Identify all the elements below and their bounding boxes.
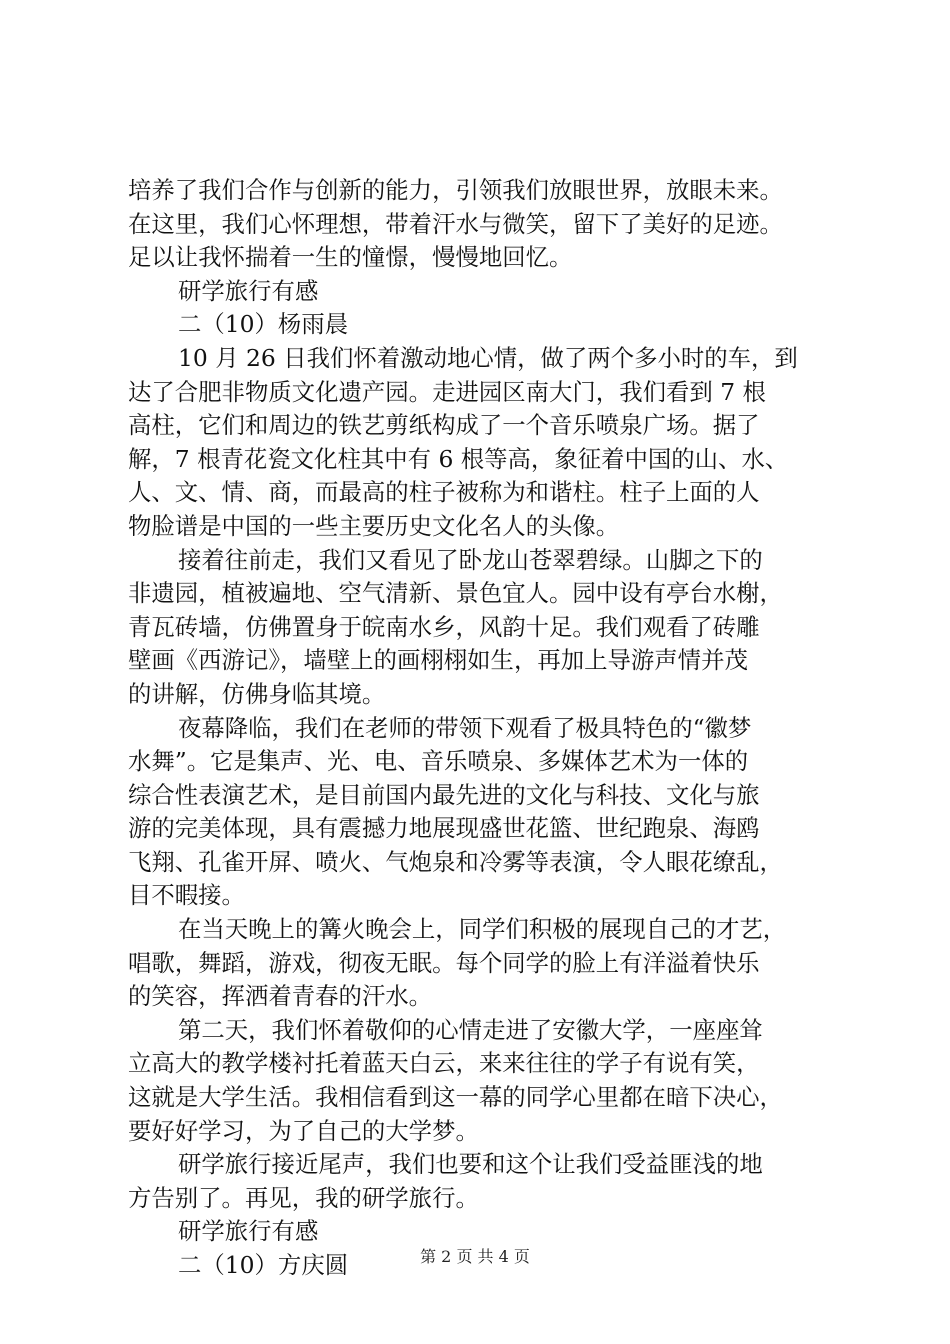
text-line: 在这里，我们心怀理想，带着汗水与微笑，留下了美好的足迹。 <box>128 209 783 238</box>
page-footer: 第 2 页 共 4 页 <box>420 1247 530 1266</box>
text-line: 夜幕降临，我们在老师的带领下观看了极具特色的“徽梦 <box>178 713 752 742</box>
text-line: 二（10）方庆圆 <box>178 1251 349 1279</box>
text-line: 唱歌，舞蹈，游戏，彻夜无眠。每个同学的脸上有洋溢着快乐 <box>128 948 760 977</box>
text-line: 方告别了。再见，我的研学旅行。 <box>128 1183 479 1212</box>
text-line: 飞翔、孔雀开屏、喷火、气炮泉和冷雾等表演，令人眼花缭乱， <box>128 847 783 876</box>
text-line: 人、文、情、商，而最高的柱子被称为和谐柱。柱子上面的人 <box>128 478 760 507</box>
text-line: 目不暇接。 <box>128 881 245 910</box>
text-line: 10 月 26 日我们怀着激动地心情，做了两个多小时的车，到 <box>178 343 798 372</box>
text-line: 非遗园，植被遍地、空气清新、景色宜人。园中设有亭台水榭， <box>128 579 783 608</box>
text-line: 壁画《西游记》，墙壁上的画栩栩如生，再加上导游声情并茂 <box>128 646 748 675</box>
text-line: 研学旅行有感 <box>178 1217 319 1246</box>
text-line: 接着往前走，我们又看见了卧龙山苍翠碧绿。山脚之下的 <box>178 545 763 574</box>
text-line: 解，7 根青花瓷文化柱其中有 6 根等高，象征着中国的山、水、 <box>128 444 789 473</box>
text-line: 物脸谱是中国的一些主要历史文化名人的头像。 <box>128 511 620 540</box>
text-line: 的笑容，挥洒着青春的汗水。 <box>128 982 433 1011</box>
text-line: 达了合肥非物质文化遗产园。走进园区南大门，我们看到 7 根 <box>128 377 766 406</box>
text-line: 青瓦砖墙，仿佛置身于皖南水乡，风韵十足。我们观看了砖雕 <box>128 612 760 641</box>
text-line: 高柱，它们和周边的铁艺剪纸构成了一个音乐喷泉广场。据了 <box>128 411 760 440</box>
text-line: 第二天，我们怀着敬仰的心情走进了安徽大学，一座座耸 <box>178 1015 763 1044</box>
text-line: 这就是大学生活。我相信看到这一幕的同学心里都在暗下决心， <box>128 1083 783 1112</box>
text-line: 研学旅行有感 <box>178 276 319 305</box>
text-line: 培养了我们合作与创新的能力，引领我们放眼世界，放眼未来。 <box>128 176 783 204</box>
text-line: 研学旅行接近尾声，我们也要和这个让我们受益匪浅的地 <box>178 1150 763 1179</box>
text-line: 在当天晚上的篝火晚会上，同学们积极的展现自己的才艺， <box>178 915 787 944</box>
text-line: 的讲解，仿佛身临其境。 <box>128 679 386 708</box>
document-body <box>128 174 848 1283</box>
text-line: 二（10）杨雨晨 <box>178 310 349 339</box>
text-line: 游的完美体现，具有震撼力地展现盛世花篮、世纪跑泉、海鸥 <box>128 814 760 843</box>
text-line: 立高大的教学楼衬托着蓝天白云，来来往往的学子有说有笑， <box>128 1049 760 1078</box>
text-line: 水舞”。它是集声、光、电、音乐喷泉、多媒体艺术为一体的 <box>128 747 749 776</box>
text-line: 综合性表演艺术，是目前国内最先进的文化与科技、文化与旅 <box>128 780 760 809</box>
text-line: 要好好学习，为了自己的大学梦。 <box>128 1116 479 1145</box>
text-line: 足以让我怀揣着一生的憧憬，慢慢地回忆。 <box>128 243 573 272</box>
